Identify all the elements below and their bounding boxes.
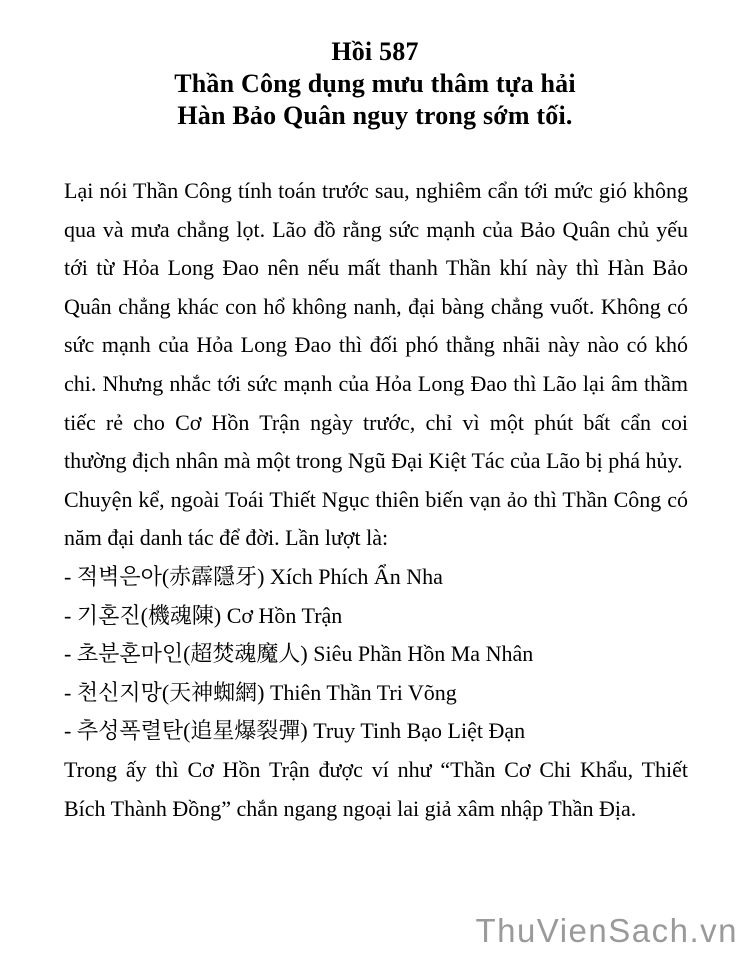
chapter-body: [64, 172, 688, 828]
watermark-thuviensach: ThuVienSach.vn: [475, 912, 738, 949]
list-item-truy-tinh-bao-liet-dan: - 추성폭렬탄(追星爆裂彈) Truy Tinh Bạo Liệt Đạn: [64, 718, 526, 744]
list-item-co-hon-tran: - 기혼진(機魂陳) Cơ Hồn Trận: [64, 602, 343, 628]
body-paragraph-2: Chuyện kể, ngoài Toái Thiết Ngục thiên biến vạn ảo thì Thần Công có năm đại danh tác để đời. Lần lượt là:: [64, 486, 688, 551]
chapter-title-line-1: Thần Công dụng mưu thâm tựa hải: [174, 69, 576, 98]
chapter-title-line-2: Hàn Bảo Quân nguy trong sớm tối.: [177, 101, 573, 130]
weapon-list: [64, 558, 688, 751]
body-paragraph-1: Lại nói Thần Công tính toán trước sau, nghiêm cẩn tới mức gió không qua và mưa chẳng lọt. Lão đồ rằng sức mạnh của Bảo Quân chủ yếu tới từ Hỏa Long Đao nên nếu mất thanh Thần khí này thì Hàn Bảo Quân chẳng khác con hổ không nanh, đại bàng chẳng vuốt. Không có sức mạnh của Hỏa Long Đao thì đối phó thằng nhãi này nào có khó chi. Nhưng nhắc tới sức mạnh của Hỏa Long Đao thì Lão lại âm thầm tiếc rẻ cho Cơ Hồn Trận ngày trước, chỉ vì một phút bất cẩn coi thường địch nhân mà một trong Ngũ Đại Kiệt Tác của Lão bị phá hủy.: [64, 178, 688, 474]
chapter-number: Hồi 587: [331, 37, 419, 66]
list-item-thien-than-tri-vong: - 천신지망(天神蜘網) Thiên Thần Tri Võng: [64, 679, 457, 705]
list-item-xich-phich-an-nha: - 적벽은아(赤霹隱牙) Xích Phích Ẩn Nha: [64, 563, 443, 589]
body-paragraph-3: Trong ấy thì Cơ Hồn Trận được ví như “Thần Cơ Chi Khẩu, Thiết Bích Thành Đồng” chắn ngang ngoại lai giả xâm nhập Thần Địa.: [64, 756, 688, 821]
chapter-header: [0, 36, 750, 132]
list-item-sieu-phan-hon-ma-nhan: - 초분혼마인(超焚魂魔人) Siêu Phần Hồn Ma Nhân: [64, 641, 534, 667]
